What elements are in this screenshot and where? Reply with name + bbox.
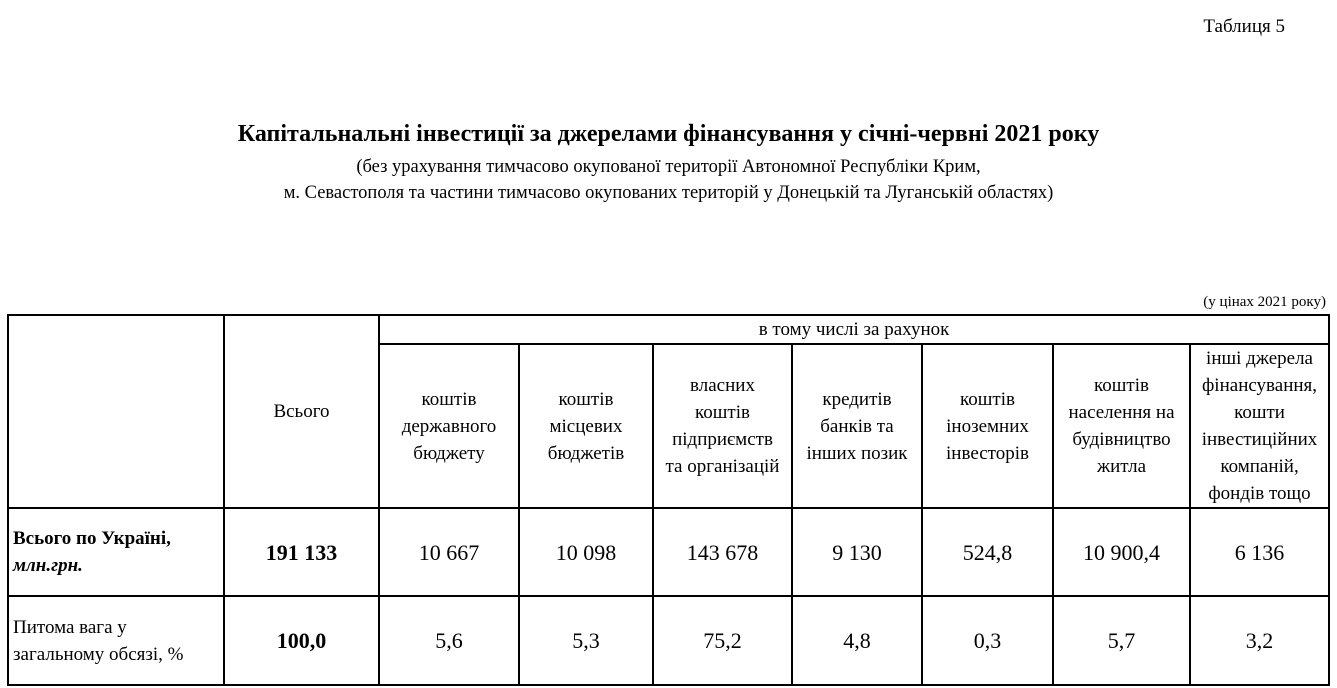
value-cell: 5,3 — [519, 596, 653, 685]
column-header: інші джерела фінансування, кошти інвестиційних компаній, фондів тощо — [1190, 344, 1329, 508]
value-cell: 4,8 — [792, 596, 922, 685]
column-header: коштів іноземних інвесторів — [922, 344, 1053, 508]
page-title: Капітальнальні інвестиції за джерелами фінансування у січні-червні 2021 року — [237, 121, 1100, 147]
value-cell: 143 678 — [653, 508, 792, 596]
value-cell: 10 900,4 — [1053, 508, 1190, 596]
table-number: Таблиця 5 — [1203, 16, 1285, 37]
value-cell: 10 667 — [379, 508, 519, 596]
value-cell: 3,2 — [1190, 596, 1329, 685]
row-label: Всього по Україні, млн.грн. — [8, 508, 224, 596]
value-cell: 524,8 — [922, 508, 1053, 596]
column-header: коштів місцевих бюджетів — [519, 344, 653, 508]
value-cell: 6 136 — [1190, 508, 1329, 596]
value-cell: 10 098 — [519, 508, 653, 596]
value-cell: 9 130 — [792, 508, 922, 596]
column-header: коштів державного бюджету — [379, 344, 519, 508]
subtitle-line-2: м. Севастополя та частини тимчасово окупованих територій у Донецькій та Луганській областях) — [283, 183, 1054, 203]
table-row — [8, 596, 1329, 685]
column-header: власних коштів підприємств та організацій — [653, 344, 792, 508]
row-label: Питома вага у загальному обсязі, % — [8, 596, 224, 685]
units-note: (у цінах 2021 року) — [1203, 294, 1326, 310]
investment-table — [7, 314, 1330, 686]
group-header: в тому числі за рахунок — [379, 315, 1329, 344]
table-row — [8, 508, 1329, 596]
total-cell: 100,0 — [224, 596, 379, 685]
column-header: коштів населення на будівництво житла — [1053, 344, 1190, 508]
value-cell: 5,7 — [1053, 596, 1190, 685]
total-cell: 191 133 — [224, 508, 379, 596]
total-header: Всього — [224, 315, 379, 508]
column-header: кредитів банків та інших позик — [792, 344, 922, 508]
subtitle-line-1: (без урахування тимчасово окупованої території Автономної Республіки Крим, — [356, 157, 981, 177]
corner-cell — [8, 315, 224, 508]
value-cell: 5,6 — [379, 596, 519, 685]
value-cell: 75,2 — [653, 596, 792, 685]
value-cell: 0,3 — [922, 596, 1053, 685]
